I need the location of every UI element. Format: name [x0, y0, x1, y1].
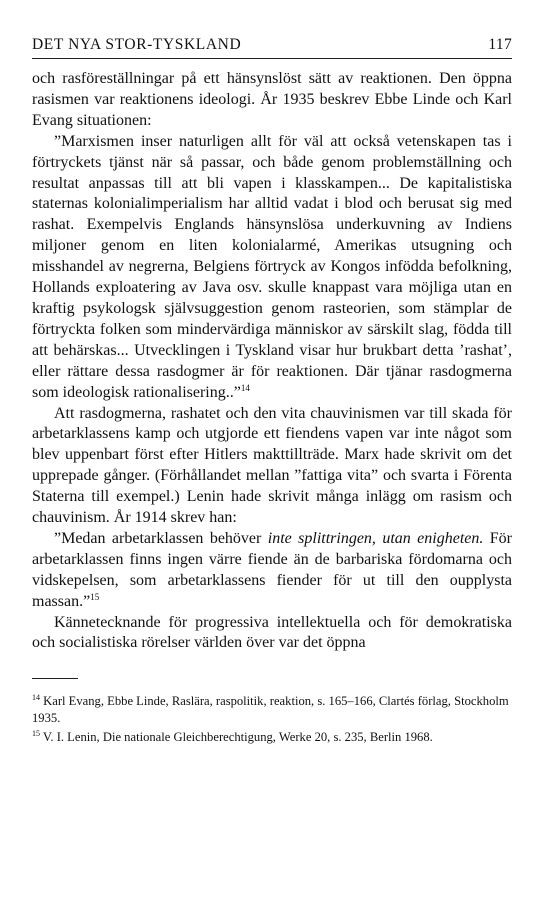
book-page — [32, 36, 512, 748]
footnote-ref-14: 14 — [240, 382, 250, 393]
paragraph-5: Kännetecknande för progressiva intellektuella och för demokratiska och socialistiska rörelser världen över var det öppna — [32, 613, 512, 652]
quote-evang-linde-text: ”Marxismen inser naturligen allt för väl att också vetenskapen tas i förtryckets tjänst när så passar, och både genom problemställning och resultat anpassas till att bli vapen i klasskampen... De kapitalistiska staternas kolonialimperialism har alltid vadat i blod och berusat sig med rashat. Exempelvis Englands hänsynslösa underkuvning av Indiens miljoner genom en liten kolonialarmé, Amerikas utsugning och misshandel av negrerna, Belgiens förtryck av Kongos infödda befolkning, Hollands exploatering av Java osv. skulle knappast vara möjliga utan en kraftig psykologsk självsuggestion genom rasteorien, som stämplar de förtryckta folken som mindervärdiga människor av särskilt slag, födda till att behärskas... Utvecklingen i Tyskland visar hur brukbart detta ’rashat’, eller rättare dessa rasdogmer är för reaktionen. Där tjänar rasdogmerna som ideologisk rationalisering..” — [32, 132, 512, 401]
running-title: DET NYA STOR-TYSKLAND — [32, 36, 242, 53]
page-number: 117 — [488, 36, 512, 53]
footnote-divider — [32, 678, 78, 679]
quote-lenin-pre: ”Medan arbetarklassen behöver — [54, 529, 268, 547]
footnote-14-text: Karl Evang, Ebbe Linde, Raslära, raspolitik, reaktion, s. 165–166, Clartés förlag, Stockholm 1935. — [32, 694, 509, 726]
paragraph-3: Att rasdogmerna, rashatet och den vita chauvinismen var till skada för arbetarklassens kamp och utgjorde ett fiendens vapen var inte något som blev uppenbart först efter Hitlers makttillträde. Marx hade skrivit om det upprepade gånger. (Förhållandet mellan ”fattiga vita” och svarta i Förenta Staterna till exempel.) Lenin hade skrivit många inlägg om rasism och chauvinism. År 1914 skrev han: — [32, 404, 512, 527]
footnote-15-text: V. I. Lenin, Die nationale Gleichberechtigung, Werke 20, s. 235, Berlin 1968. — [42, 730, 433, 745]
quote-lenin — [32, 529, 512, 613]
paragraph-1: och rasföreställningar på ett hänsynslöst sätt av reaktionen. Den öppna rasismen var reaktionens ideologi. År 1935 beskrev Ebbe Linde och Karl Evang situationen: — [32, 70, 512, 129]
running-header — [32, 36, 512, 59]
footnote-14 — [32, 693, 512, 727]
footnote-15 — [32, 729, 512, 746]
body-text — [32, 69, 512, 654]
footnotes — [32, 693, 512, 746]
footnote-marker-15: 15 — [32, 729, 40, 739]
quote-lenin-emphasis: inte splittringen, utan enigheten. — [267, 529, 484, 547]
footnote-ref-15: 15 — [90, 591, 100, 602]
quote-lenin-post: För arbetarklassen finns ingen värre fiende än de barbariska fördomarna och vidskepelsen, som arbetarklassens fiender för ut till den oupplysta massan.” — [32, 529, 512, 610]
quote-evang-linde — [32, 132, 512, 404]
footnote-marker-14: 14 — [32, 693, 40, 703]
